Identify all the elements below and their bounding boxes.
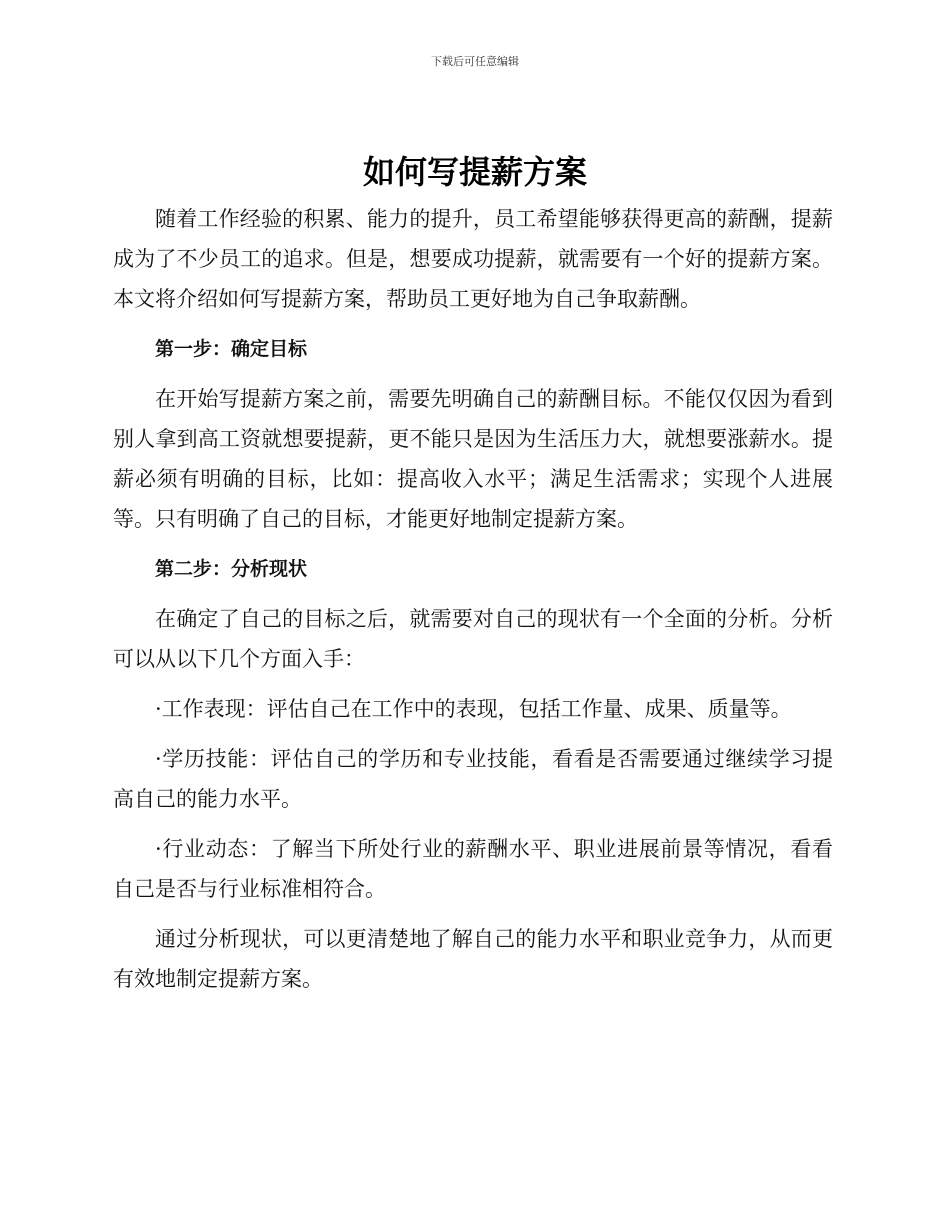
bullet-work-performance: ·工作表现：评估自己在工作中的表现，包括工作量、成果、质量等。 — [155, 697, 792, 721]
document-body — [113, 199, 833, 1009]
conclusion-paragraph: 通过分析现状，可以更清楚地了解自己的能力水平和职业竞争力，从而更有效地制定提薪方案。 — [113, 927, 833, 991]
step2-heading: 第二步：分析现状 — [155, 558, 308, 580]
step2-paragraph: 在确定了自己的目标之后，就需要对自己的现状有一个全面的分析。分析可以从以下几个方面入手： — [113, 607, 833, 671]
step1-paragraph: 在开始写提薪方案之前，需要先明确自己的薪酬目标。不能仅仅因为看到别人拿到高工资就想要提薪，更不能只是因为生活压力大，就想要涨薪水。提薪必须有明确的目标，比如：提高收入水平；满足生活需求；实现个人进展等。只有明确了自己的目标，才能更好地制定提薪方案。 — [113, 387, 833, 531]
bullet-industry-trends: ·行业动态：了解当下所处行业的薪酬水平、职业进展前景等情况，看看自己是否与行业标准相符合。 — [113, 837, 833, 901]
bullet-education-skills: ·学历技能：评估自己的学历和专业技能，看看是否需要通过继续学习提高自己的能力水平。 — [113, 747, 833, 811]
header-note: 下载后可任意编辑 — [431, 55, 519, 68]
document-title: 如何写提薪方案 — [362, 153, 587, 191]
step1-heading: 第一步：确定目标 — [155, 338, 308, 360]
intro-paragraph: 随着工作经验的积累、能力的提升，员工希望能够获得更高的薪酬，提薪成为了不少员工的追求。但是，想要成功提薪，就需要有一个好的提薪方案。本文将介绍如何写提薪方案，帮助员工更好地为自己争取薪酬。 — [113, 207, 833, 311]
